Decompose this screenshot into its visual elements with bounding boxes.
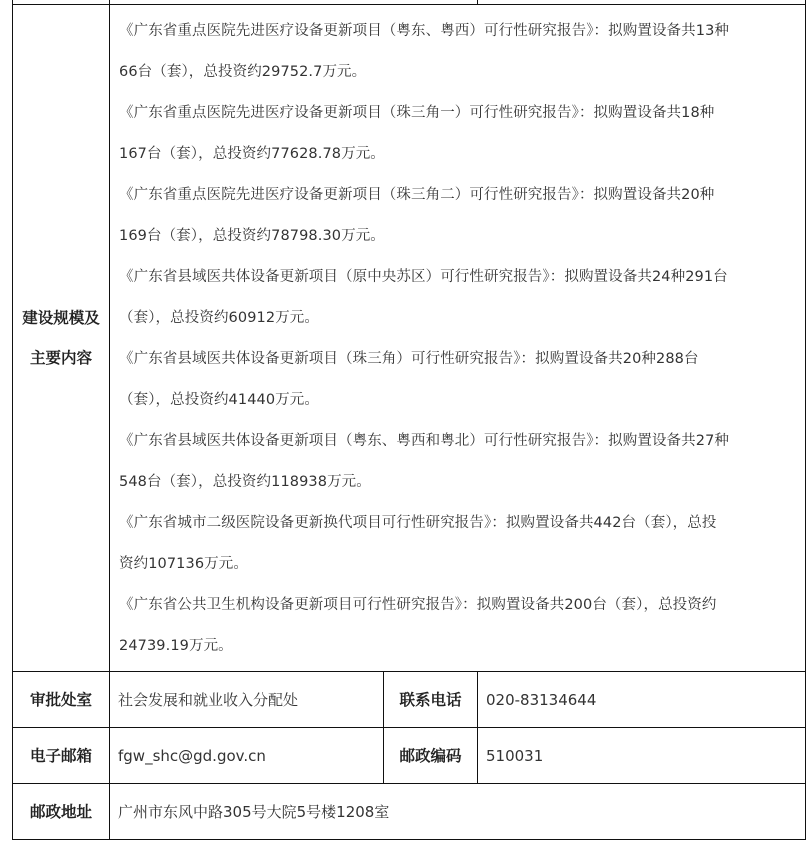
report-paragraph: 《广东省重点医院先进医疗设备更新项目（珠三角二）可行性研究报告》：拟购置设备共20种 169台（套），总投资约78798.30万元。 — [119, 187, 715, 244]
approval-row — [13, 672, 806, 728]
phone-label: 联系电话 — [384, 672, 478, 728]
approval-office-label: 审批处室 — [13, 672, 110, 728]
email-label: 电子邮箱 — [13, 728, 110, 784]
postcode-value: 510031 — [478, 728, 806, 784]
report-paragraph: 《广东省重点医院先进医疗设备更新项目（粤东、粤西）可行性研究报告》：拟购置设备共13种 66台（套），总投资约29752.7万元。 — [119, 23, 729, 80]
construction-row — [13, 5, 806, 672]
report-paragraph: 《广东省重点医院先进医疗设备更新项目（珠三角一）可行性研究报告》：拟购置设备共18种 167台（套），总投资约77628.78万元。 — [119, 105, 715, 162]
project-info-table — [12, 0, 806, 840]
address-row — [13, 784, 806, 840]
report-paragraph: 《广东省县域医共体设备更新项目（原中央苏区）可行性研究报告》：拟购置设备共24种291台 （套），总投资约60912万元。 — [119, 269, 728, 326]
report-paragraph: 《广东省公共卫生机构设备更新项目可行性研究报告》：拟购置设备共200台（套），总投资约 24739.19万元。 — [119, 597, 717, 654]
construction-content — [110, 5, 806, 672]
report-paragraph: 《广东省县域医共体设备更新项目（珠三角）可行性研究报告》：拟购置设备共20种288台 （套），总投资约41440万元。 — [119, 351, 699, 408]
address-value: 广州市东风中路305号大院5号楼1208室 — [110, 784, 806, 840]
postcode-label: 邮政编码 — [384, 728, 478, 784]
report-paragraph: 《广东省城市二级医院设备更新换代项目可行性研究报告》：拟购置设备共442台（套），总投 资约107136万元。 — [119, 515, 717, 572]
phone-value: 020-83134644 — [478, 672, 806, 728]
construction-label: 建设规模及 主要内容 — [13, 5, 110, 672]
address-label: 邮政地址 — [13, 784, 110, 840]
approval-office-value: 社会发展和就业收入分配处 — [110, 672, 384, 728]
email-row — [13, 728, 806, 784]
email-value: fgw_shc@gd.gov.cn — [110, 728, 384, 784]
report-paragraph: 《广东省县域医共体设备更新项目（粤东、粤西和粤北）可行性研究报告》：拟购置设备共27种 548台（套），总投资约118938万元。 — [119, 433, 729, 490]
